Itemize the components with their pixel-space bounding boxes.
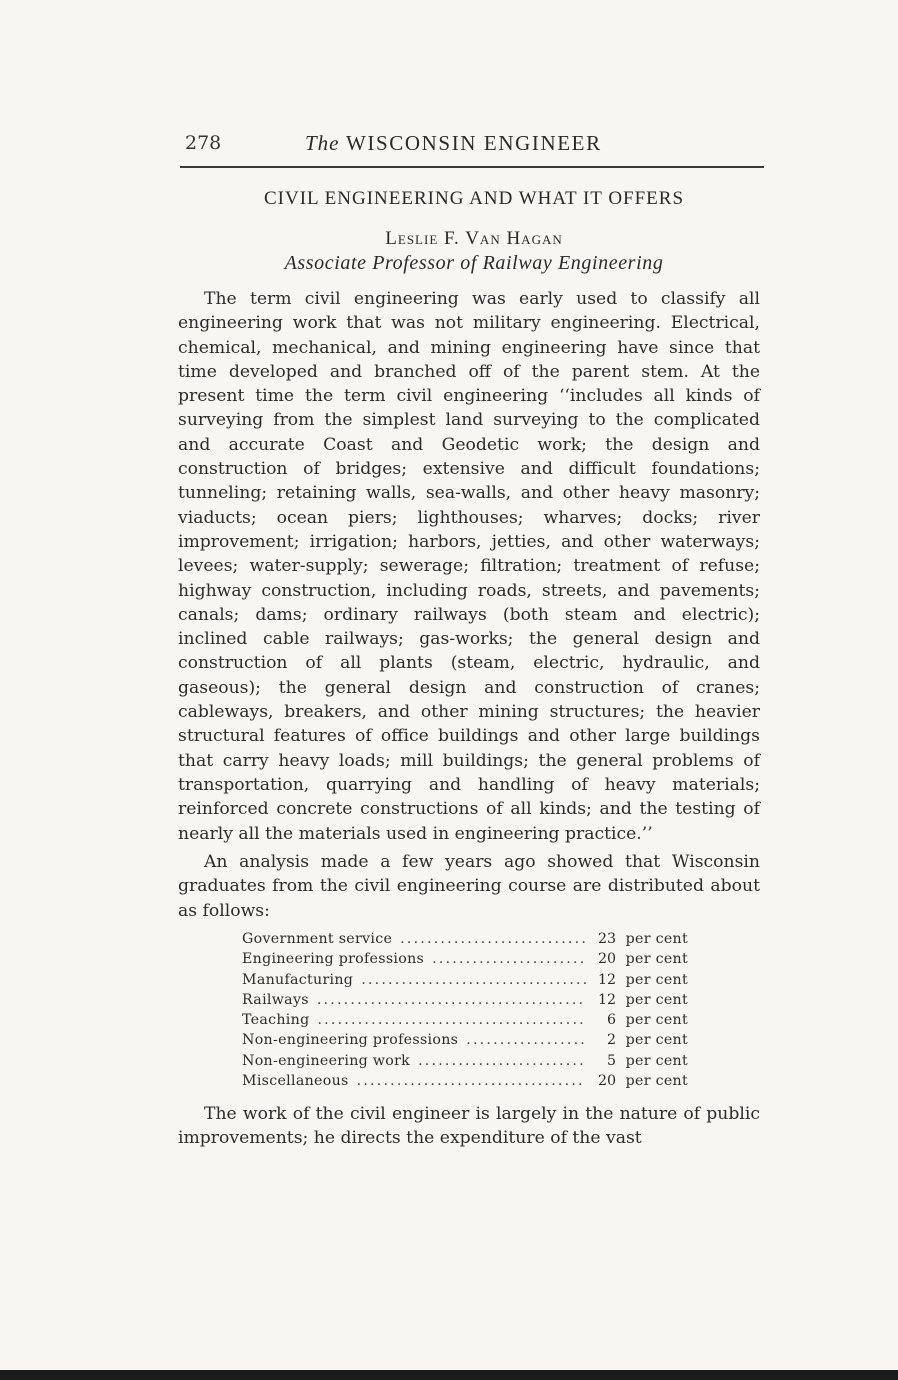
table-row (242, 990, 688, 1010)
row-label: Miscellaneous (242, 1073, 349, 1090)
row-value: 2 (606, 1032, 616, 1049)
row-value: 6 (606, 1012, 616, 1029)
row-label: Non-engineering professions (242, 1032, 459, 1049)
paragraph-text: The term civil engineering was early used to classify all engineering work that was not military engineering. Electrical, chemical, mechanical, and mining engineering have since that time developed and branched off of the parent stem. At the present time the term civil engineering ‘‘includes all kinds of surveying from the simplest land surveying to the complicated and accurate Coast and Geodetic work; the design and construction of bridges; extensive and difficult foundations; tunneling; retaining walls, sea-walls, and other heavy masonry; viaducts; ocean piers; lighthouses; wharves; docks; river improvement; irrigation; harbors, jetties, and other waterways; levees; water-supply; sewerage; filtration; treatment of refuse; highway construction, including roads, streets, and pavements; canals; dams; ordinary railways (both steam and electric); inclined cable railways; gas-works; the general design and construction of all plants (steam, electric, hydraulic, and gaseous); the general design and construction of cranes; cableways, breakers, and other mining structures; the heavier structural features of office buildings and other large buildings that carry heavy loads; mill buildings; the general problems of transportation, quarrying and handling of heavy materials; reinforced concrete constructions of all kinds; and the testing of nearly all the materials used in engineering practice.’’ (178, 289, 760, 844)
scan-edge (0, 1370, 898, 1380)
running-header (185, 128, 765, 162)
dot-leader (317, 1010, 586, 1030)
row-unit: per cent (625, 1073, 688, 1090)
paragraph-text: An analysis made a few years ago showed that Wisconsin graduates from the civil engineering course are distributed about as follows: (178, 852, 760, 921)
row-unit: per cent (625, 971, 688, 988)
row-unit: per cent (625, 1012, 688, 1029)
page-number: 278 (185, 132, 222, 154)
table-row (242, 1051, 688, 1071)
row-unit: per cent (625, 991, 688, 1008)
row-value: 20 (597, 951, 616, 968)
dot-leader (317, 990, 586, 1010)
row-label: Government service (242, 931, 393, 947)
row-unit: per cent (625, 1052, 688, 1069)
dot-leader (418, 1051, 586, 1071)
journal-name: WISCONSIN ENGINEER (345, 131, 602, 155)
row-label: Non-engineering work (242, 1052, 411, 1069)
row-label: Manufacturing (242, 971, 354, 988)
dot-leader (357, 1071, 586, 1091)
table-row (242, 970, 688, 990)
author-title: Associate Professor of Railway Engineering (284, 252, 664, 274)
row-value: 20 (597, 1073, 616, 1090)
row-unit: per cent (625, 931, 688, 947)
paragraph-text: The work of the civil engineer is largely in the nature of public improvements; he directs the expenditure of the vast (178, 1104, 760, 1149)
header-rule (180, 166, 764, 168)
row-label: Engineering professions (242, 951, 425, 968)
row-value: 12 (597, 991, 616, 1008)
table-row (242, 1010, 688, 1030)
body-paragraph-1 (178, 287, 760, 846)
table-row (242, 1030, 688, 1050)
body-paragraph-3 (178, 1102, 760, 1151)
dot-leader (361, 970, 586, 990)
dot-leader (432, 949, 586, 969)
journal-title (305, 131, 602, 156)
row-value: 23 (597, 931, 616, 947)
article-title: CIVIL ENGINEERING AND WHAT IT OFFERS (263, 188, 685, 209)
journal-prefix: The (305, 131, 340, 155)
table-row (242, 949, 688, 969)
row-value: 12 (597, 971, 616, 988)
dot-leader (466, 1030, 586, 1050)
table-row (242, 929, 688, 949)
dot-leader (400, 929, 586, 949)
row-value: 5 (606, 1052, 616, 1069)
row-label: Teaching (242, 1012, 310, 1029)
body-paragraph-2 (178, 850, 760, 923)
row-unit: per cent (625, 951, 688, 968)
distribution-table (242, 929, 688, 1091)
row-unit: per cent (625, 1032, 688, 1049)
article-author: Leslie F. Van Hagan (385, 228, 563, 249)
row-label: Railways (242, 991, 309, 1008)
table-row (242, 1071, 688, 1091)
